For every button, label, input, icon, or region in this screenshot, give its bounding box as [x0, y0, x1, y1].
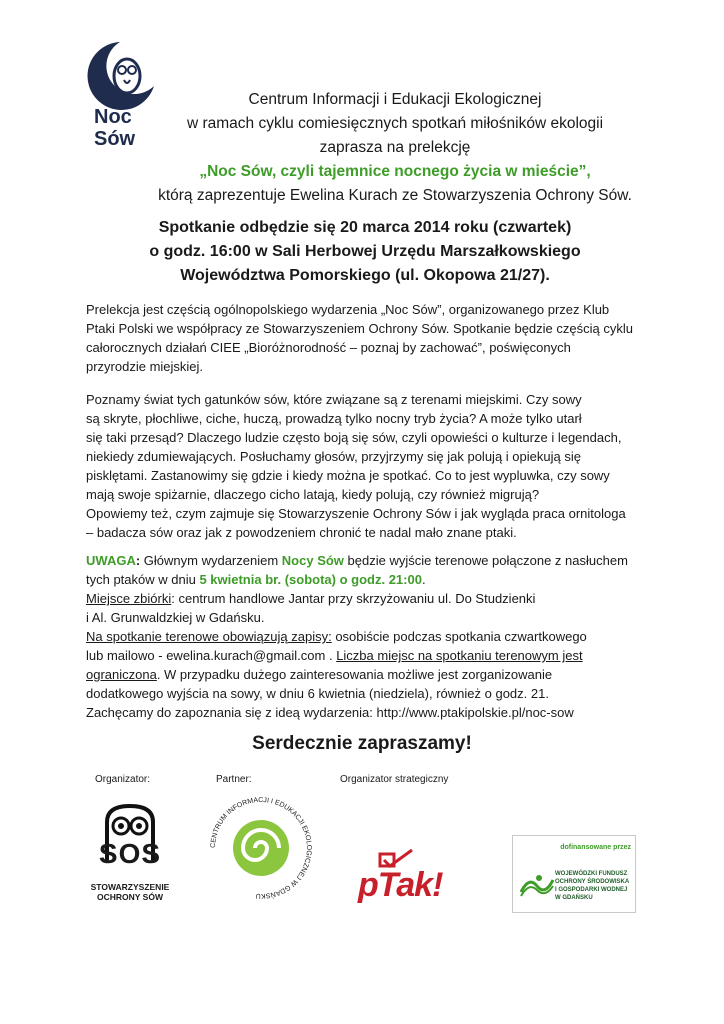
paragraph-line: przyrodzie miejskiej.	[86, 359, 204, 374]
organizer-label: Organizator:	[95, 774, 151, 785]
moon-owl-icon	[80, 40, 160, 110]
wfos-line: WOJEWÓDZKI FUNDUSZ	[555, 871, 628, 877]
paragraph-line: niekiedy zdumiewających. Posłuchamy głosów, przyjrzymy się jak polują i opiekują się	[86, 449, 581, 464]
meeting-line-1: Spotkanie odbędzie się 20 marca 2014 roku (czwartek)	[158, 219, 572, 236]
notice-line	[86, 646, 666, 665]
ptak-logo	[358, 848, 442, 910]
limited-places: Liczba miejsc na spotkaniu terenowym jest	[336, 648, 583, 663]
paragraph-intro	[86, 300, 666, 376]
header-line-2: w ramach cyklu comiesięcznych spotkań miłośników ekologii	[186, 115, 604, 132]
paragraph-line: całorocznych działań CIEE „Bioróżnorodność – poznaj by zachować”, poświęconych	[86, 340, 571, 355]
ciee-logo	[205, 792, 317, 904]
uwaga-colon: :	[135, 553, 144, 568]
strategic-organizer-label: Organizator strategiczny	[340, 774, 449, 785]
email-text: lub mailowo - ewelina.kurach@gmail.com .	[86, 648, 337, 663]
sos-line-2: OCHRONY SÓW	[97, 892, 163, 902]
paragraph-line: są skryte, płochliwe, ciche, huczą, prowadzą tylko nocny tryb życia? A może tylko utarł	[86, 411, 582, 426]
paragraph-line: Poznamy świat tych gatunków sów, które związane są z terenami miejskimi. Czy sowy	[86, 392, 582, 407]
closing-text: Serdecznie zapraszamy!	[252, 733, 472, 754]
paragraph-line: pisklętami. Zastanowimy się gdzie i kiedy można je spotkać. Co to jest wypluwka, czy sowy	[86, 468, 610, 483]
paragraph-line: się taki przesąd? Dlaczego ludzie często boją się sów, czyli opowieści o kulturze i legendach,	[86, 430, 622, 445]
header-line-3: zaprasza na prelekcję	[319, 139, 471, 156]
wfos-emblem-icon	[519, 872, 555, 898]
header-line-1: Centrum Informacji i Edukacji Ekologicznej	[248, 91, 542, 108]
meeting-info	[70, 216, 660, 288]
paragraph-line: Ptaki Polski we współpracy ze Stowarzyszeniem Ochrony Sów. Spotkanie będzie częścią cyklu	[86, 321, 633, 336]
paragraph-line: – badacza sów oraz jak z powodzeniem chronić te nadal mało znane ptaki.	[86, 525, 517, 540]
logo-text-sow: Sów	[94, 128, 136, 150]
meeting-line-2: o godz. 16:00 w Sali Herbowej Urzędu Marszałkowskiego	[149, 243, 581, 260]
wfos-logo	[512, 835, 636, 913]
notice-line: dodatkowego wyjścia na sowy, w dniu 6 kwietnia (niedziela), również o godz. 21.	[86, 686, 549, 701]
partner-label: Partner:	[216, 774, 252, 785]
lecture-title: „Noc Sów, czyli tajemnice nocnego życia w mieście”,	[199, 163, 591, 180]
notice-line	[86, 570, 666, 589]
paragraph-details	[86, 390, 666, 542]
registration-label: Na spotkanie terenowe obowiązują zapisy:	[86, 629, 332, 644]
wfos-line: I GOSPODARKI WODNEJ	[555, 887, 628, 893]
spiral-icon	[205, 792, 317, 904]
limited-places-cont: ograniczona	[86, 667, 157, 682]
field-trip-date: 5 kwietnia br. (sobota) o godz. 21:00	[199, 572, 422, 587]
notice-line: i Al. Grunwaldzkiej w Gdańsku.	[86, 610, 265, 625]
wfos-funded-by: dofinansowane przez	[560, 844, 631, 851]
notice-line	[86, 665, 666, 684]
notice-text: Głównym wydarzeniem	[143, 553, 282, 568]
notice-text: będzie wyjście terenowe połączone z nasłuchem	[343, 553, 628, 568]
ciee-ring-text: CENTRUM INFORMACJI I EDUKACJI EKOLOGICZNEJ W GDAŃSKU	[209, 796, 313, 900]
event-name: Nocy Sów	[281, 553, 344, 568]
wfos-line: OCHRONY ŚRODOWISKA	[555, 879, 630, 885]
ptak-text: pTak!	[358, 866, 443, 904]
notice-text: . W przypadku dużego zainteresowania możliwe jest zorganizowanie	[156, 667, 553, 682]
sos-line-1: STOWARZYSZENIE	[90, 882, 170, 892]
notice-text: tych ptaków w dniu	[86, 572, 200, 587]
meeting-point-label: Miejsce zbiórki	[86, 591, 172, 606]
sos-text: SOS	[98, 838, 162, 869]
paragraph-line: mają swoje spiżarnie, dlaczego cicho latają, kiedy polują, czy również migrują?	[86, 487, 540, 502]
notice-text: : centrum handlowe Jantar przy skrzyżowaniu ul. Do Studzienki	[171, 591, 536, 606]
notice-text: .	[421, 572, 426, 587]
header	[150, 88, 640, 208]
notice-block	[86, 551, 666, 722]
logo-text-noc: Noc	[94, 106, 132, 128]
sos-logo	[90, 800, 170, 910]
meeting-line-3: Województwa Pomorskiego (ul. Okopowa 21/27).	[180, 267, 550, 284]
notice-line	[86, 589, 666, 608]
wfos-line: W GDAŃSKU	[555, 895, 593, 901]
notice-line	[86, 627, 666, 646]
paragraph-line: Opowiemy też, czym zajmuje się Stowarzyszenie Ochrony Sów i jak wygląda praca ornitologa	[86, 506, 626, 521]
noc-sow-logo	[80, 40, 160, 150]
notice-line: Zachęcamy do zapoznania się z ideą wydarzenia: http://www.ptakipolskie.pl/noc-sow	[86, 705, 574, 720]
notice-line	[86, 551, 666, 570]
wfos-text	[555, 870, 629, 902]
notice-text: osobiście podczas spotkania czwartkowego	[331, 629, 587, 644]
paragraph-line: Prelekcja jest częścią ogólnopolskiego wydarzenia „Noc Sów”, organizowanego przez Klub	[86, 302, 610, 317]
uwaga-label: UWAGA	[86, 553, 136, 568]
header-line-5: którą zaprezentuje Ewelina Kurach ze Stowarzyszenia Ochrony Sów.	[158, 187, 632, 204]
